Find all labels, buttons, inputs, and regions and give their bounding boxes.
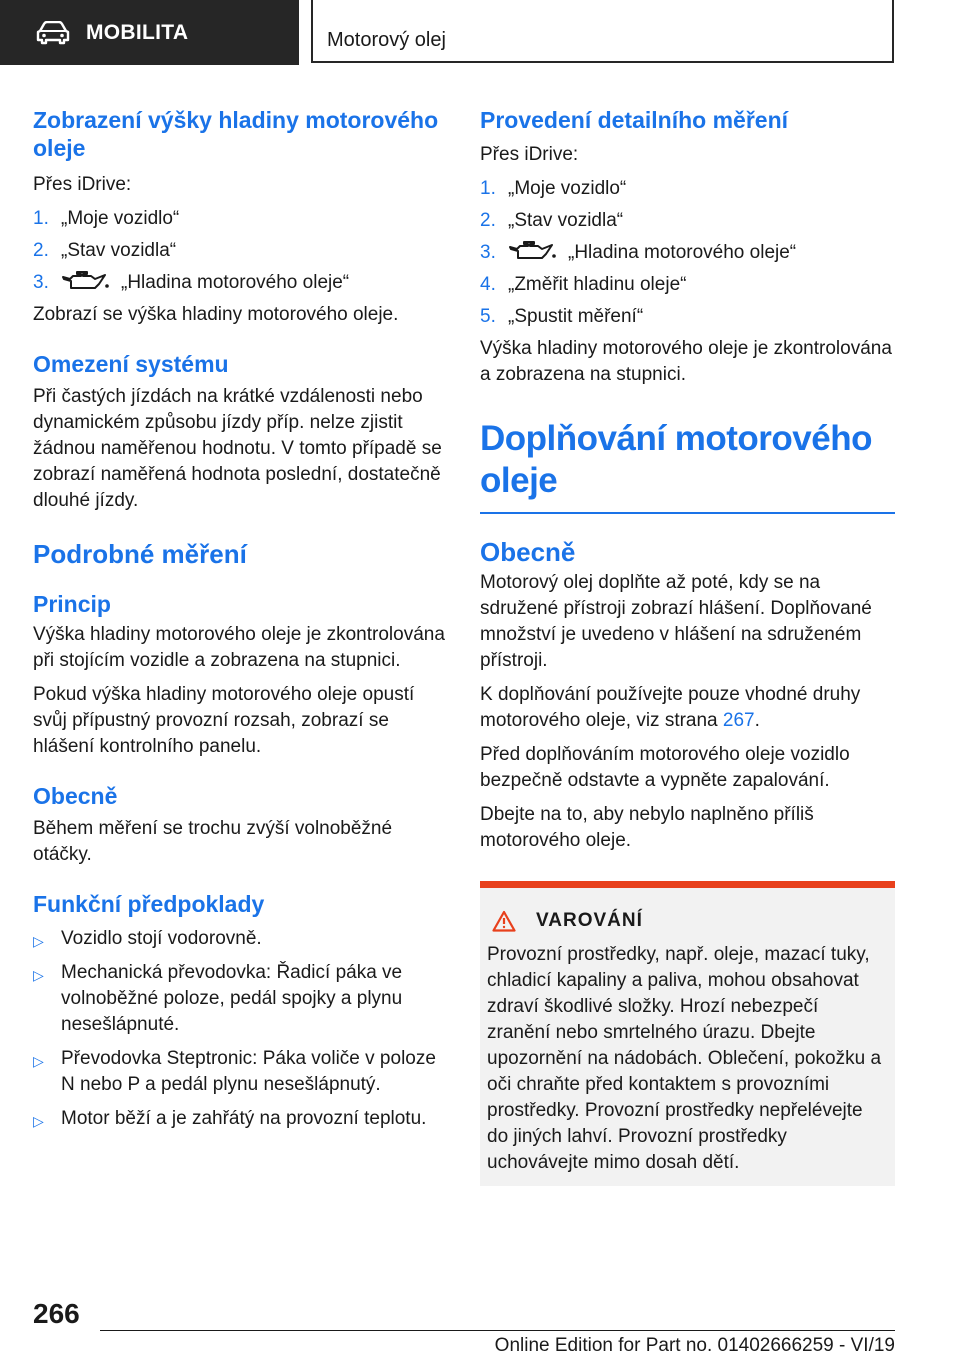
step-number: 3. (480, 242, 496, 263)
chapter-header (311, 0, 894, 63)
via-idrive-text: Přes iDrive: (33, 174, 132, 195)
oil-can-icon (508, 240, 558, 262)
general-text-1: Motorový olej doplňte až poté, kdy se na sdružené přístroji zobrazí hlášení. Doplňované množství je uvedeno v hlášení na sdruženém přístroji. (480, 572, 872, 671)
step-text: „Změřit hladinu oleje“ (508, 274, 687, 295)
step-item (33, 206, 448, 232)
principle-text-1: Výška hladiny motorového oleje je zkontrolována při stojícím vozidle a zobrazena na stupnici. (33, 624, 445, 671)
step-number: 4. (480, 274, 496, 295)
heading-general: Obecně (480, 537, 576, 567)
step-text: „Hladina motorového oleje“ (568, 242, 797, 263)
step-text: „Stav vozidla“ (61, 240, 177, 261)
heading-prerequisites: Funkční předpoklady (33, 891, 265, 917)
car-icon (36, 21, 70, 45)
step-item (480, 272, 895, 298)
list-item-text: Převodovka Steptronic: Páka voliče v poloze N nebo P a pedál plynu nesešlápnutý. (61, 1048, 436, 1095)
step-number: 5. (480, 306, 496, 327)
list-item (33, 960, 448, 1038)
warning-triangle-icon (492, 910, 516, 932)
general-text-2-post: . (754, 710, 760, 731)
triangle-bullet-icon: ▷ (33, 967, 44, 983)
step-item (480, 240, 895, 266)
step-text: „Stav vozidla“ (508, 210, 624, 231)
heading-level-display: Zobrazení výšky hladiny motorového oleje (33, 107, 439, 161)
triangle-bullet-icon: ▷ (33, 1053, 44, 1069)
general-text-2 (480, 682, 895, 734)
step-number: 2. (480, 210, 496, 231)
heading-principle: Princip (33, 591, 111, 617)
step-number: 2. (33, 240, 49, 261)
via-idrive-text: Přes iDrive: (480, 144, 579, 165)
list-item-text: Motor běží a je zahřátý na provozní teplotu. (61, 1108, 427, 1129)
general-text-2-pre: K doplňování používejte pouze vhodné druhy motorového oleje, viz strana (480, 684, 861, 731)
footer-rule (100, 1330, 895, 1331)
warning-title: VAROVÁNÍ (536, 910, 643, 931)
triangle-bullet-icon: ▷ (33, 1113, 44, 1129)
general-text-4: Dbejte na to, aby nebylo naplněno příliš motorového oleje. (480, 804, 814, 851)
section-tab (0, 0, 299, 65)
step-item (33, 270, 448, 296)
steps-list (480, 176, 895, 330)
right-column (480, 100, 895, 908)
edition-text: Online Edition for Part no. 01402666259 - VI/19 (494, 1335, 895, 1356)
heading-general: Obecně (33, 783, 118, 809)
heading-refill: Doplňování motorového oleje (480, 419, 872, 500)
step-item (480, 304, 895, 330)
step-item (33, 238, 448, 264)
heading-rule (480, 512, 895, 514)
section-title: MOBILITA (86, 20, 189, 44)
list-item (33, 1106, 448, 1132)
heading-detailed: Podrobné měření (33, 539, 247, 569)
page-link[interactable]: 267 (722, 710, 755, 731)
triangle-bullet-icon: ▷ (33, 933, 44, 949)
oil-can-icon (61, 270, 111, 292)
warning-text: Provozní prostředky, např. oleje, mazací tuky, chladicí kapaliny a paliva, mohou obsahovat zdraví škodlivé složky. Hrozí nebezpečí zranění nebo smrtelného úrazu. Dbejte upozornění na nádobách. Oblečení, pokožku a oči chraňte před kontaktem s provozními prostředky. Provozní prostředky nepřelévejte do jiných lahví. Provozní prostředky uchovávejte mimo dosah dětí. (487, 944, 882, 1173)
prerequisites-list (33, 926, 448, 1132)
general-text-3: Před doplňováním motorového oleje vozidlo bezpečně odstavte a vypněte zapalování. (480, 744, 850, 791)
heading-limits: Omezení systému (33, 351, 229, 377)
step-number: 1. (480, 178, 496, 199)
list-item (33, 926, 448, 952)
left-column (33, 100, 448, 1140)
page-number: 266 (33, 1298, 80, 1329)
level-shown-text: Zobrazí se výška hladiny motorového oleje. (33, 304, 399, 325)
principle-text-2: Pokud výška hladiny motorového oleje opustí svůj přípustný provozní rozsah, zobrazí se hlášení kontrolního panelu. (33, 684, 415, 757)
limits-text: Při častých jízdách na krátké vzdálenosti nebo dynamickém způsobu jízdy příp. nelze zjistit žádnou naměřenou hodnotu. V tomto případě se zobrazí naměřená hodnota poslední, dostatečně dlouhé jízdy. (33, 386, 442, 511)
step-text: „Spustit měření“ (508, 306, 644, 327)
chapter-title: Motorový olej (327, 29, 446, 51)
step-number: 3. (33, 272, 49, 293)
list-item-text: Vozidlo stojí vodorovně. (61, 928, 262, 949)
heading-detail-run: Provedení detailního měření (480, 107, 789, 133)
step-item (480, 208, 895, 234)
warning-box (480, 881, 895, 1186)
step-text: „Moje vozidlo“ (508, 178, 627, 199)
step-text: „Moje vozidlo“ (61, 208, 180, 229)
list-item-text: Mechanická převodovka: Řadicí páka ve volnoběžné poloze, pedál spojky a plynu nesešlápnuté. (61, 962, 403, 1035)
step-number: 1. (33, 208, 49, 229)
warning-title-row (492, 910, 643, 932)
general-text: Během měření se trochu zvýší volnoběžné otáčky. (33, 818, 393, 865)
steps-list (33, 206, 448, 296)
step-text: „Hladina motorového oleje“ (121, 272, 350, 293)
step-item (480, 176, 895, 202)
list-item (33, 1046, 448, 1098)
result-text: Výška hladiny motorového oleje je zkontrolována a zobrazena na stupnici. (480, 338, 892, 385)
